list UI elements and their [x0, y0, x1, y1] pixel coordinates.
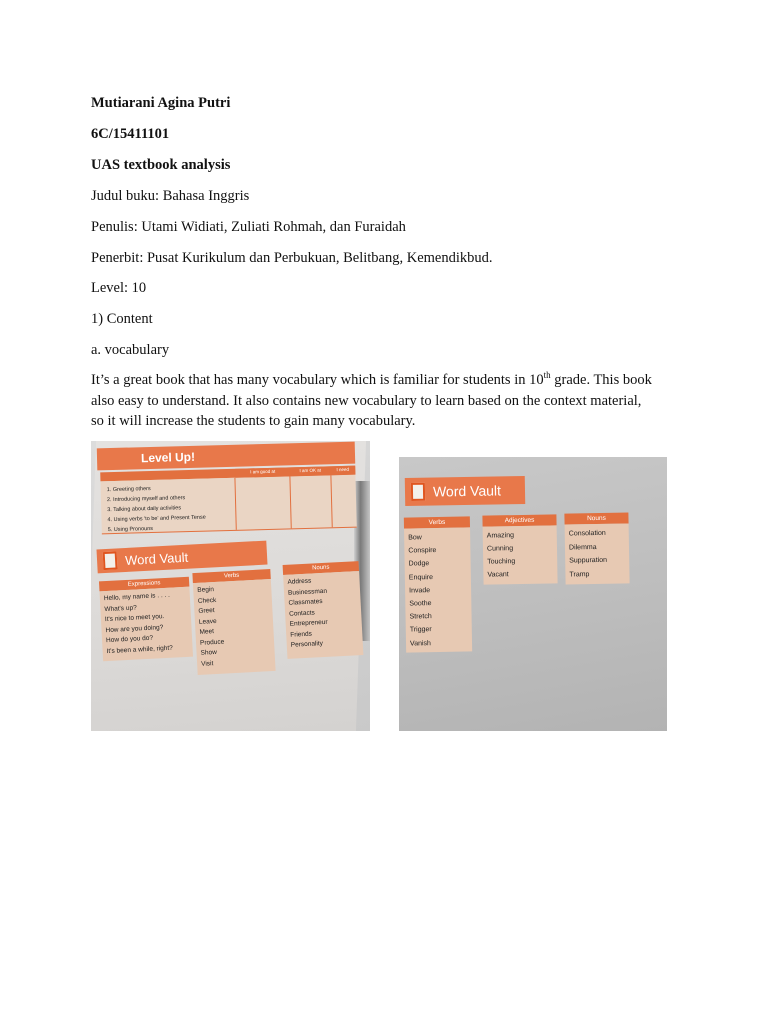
- expression-item: Hello, my name is . . . .: [103, 591, 171, 603]
- verb-item: Trigger: [409, 626, 432, 634]
- nouns-list-1: [283, 571, 363, 659]
- vocabulary-paragraph: [91, 370, 691, 432]
- nouns-table-1: [283, 561, 364, 659]
- level-up-col-need: I need: [330, 466, 355, 476]
- verbs-table-2: [404, 516, 472, 652]
- noun-item: Tramp: [569, 570, 590, 578]
- verb-item: Stretch: [409, 613, 432, 621]
- verb-item: Conspire: [408, 547, 437, 555]
- verb-item: Visit: [200, 659, 214, 668]
- book-title-line: Judul buku: Bahasa Inggris: [91, 188, 250, 204]
- adjectives-table: [482, 514, 557, 584]
- level-up-col-good: I am good at: [235, 467, 290, 477]
- adjective-item: Touching: [487, 558, 516, 566]
- verbs-table-1: [192, 569, 275, 675]
- level-up-items: [100, 478, 236, 534]
- nouns-header-1: Nouns: [283, 561, 359, 575]
- verb-item: Dodge: [408, 560, 430, 568]
- noun-item: Friends: [290, 630, 313, 639]
- noun-item: Entrepreneur: [289, 618, 328, 628]
- expression-item: What's up?: [104, 603, 137, 613]
- noun-item: Classmates: [288, 598, 323, 607]
- level-up-table: [100, 466, 357, 535]
- paragraph-line-1: It’s a great book that has many vocabulary which is familiar for students in 10th grade. This book: [91, 370, 652, 388]
- book-level-line: Level: 10: [91, 280, 147, 296]
- paragraph-line-3: so it will increase the students to gain many vocabulary.: [91, 413, 416, 429]
- word-vault-title-1: Word Vault: [124, 549, 189, 568]
- expression-item: It's been a while, right?: [106, 644, 173, 655]
- verb-item: Invade: [409, 586, 431, 595]
- level-up-item: 1. Greeting others: [106, 486, 151, 494]
- adjective-item: Cunning: [486, 545, 514, 553]
- level-up-item: 2. Introducing myself and others: [106, 495, 186, 504]
- author-name: Mutiarani Agina Putri: [91, 95, 231, 111]
- expressions-header: Expressions: [99, 577, 189, 592]
- student-id: 6C/15411101: [91, 126, 170, 142]
- verb-item: Check: [197, 596, 217, 605]
- noun-item: Businessman: [287, 587, 328, 597]
- verb-item: Greet: [198, 607, 215, 615]
- adjective-item: Vacant: [487, 571, 509, 579]
- adjectives-list: [483, 525, 558, 584]
- expression-item: How are you doing?: [105, 623, 164, 634]
- section-content-heading: 1) Content: [91, 311, 153, 327]
- adjectives-header: Adjectives: [482, 514, 556, 526]
- noun-item: Personality: [290, 640, 324, 649]
- word-vault-title-2: Word Vault: [432, 482, 502, 500]
- expression-item: It's nice to meet you.: [104, 613, 165, 624]
- verb-item: Bow: [408, 534, 422, 542]
- expressions-table: [99, 577, 193, 662]
- section-vocabulary-heading: a. vocabulary: [91, 342, 170, 358]
- verb-item: Meet: [199, 628, 215, 636]
- expression-item: How do you do?: [105, 634, 154, 645]
- noun-item: Contacts: [288, 608, 315, 618]
- verbs-list-1: [193, 579, 276, 675]
- level-up-item: 3. Talking about daily activities: [107, 505, 182, 514]
- level-up-item: 5. Using Pronouns: [107, 525, 154, 534]
- nouns-table-2: [564, 512, 629, 584]
- verb-item: Soothe: [409, 600, 432, 608]
- level-up-col-ok: I am OK at: [290, 466, 330, 476]
- noun-item: Consolation: [568, 529, 606, 538]
- verb-item: Leave: [198, 617, 217, 626]
- expressions-list: [99, 587, 193, 662]
- word-vault-banner-2: [405, 476, 525, 506]
- verb-item: Begin: [197, 586, 215, 594]
- textbook-photo-1: [91, 441, 370, 731]
- level-up-item: 4. Using verbs 'to be' and Present Tense: [107, 514, 206, 524]
- document-title: UAS textbook analysis: [91, 157, 231, 173]
- verb-item: Enquire: [408, 573, 434, 582]
- book-publisher-line: Penerbit: Pusat Kurikulum dan Perbukuan, Belitbang, Kemendikbud.: [91, 250, 493, 266]
- paragraph-line-2: also easy to understand. It also contains new vocabulary to learn based on the context material,: [91, 392, 642, 409]
- word-vault-square-icon: [411, 483, 425, 501]
- noun-item: Dilemma: [568, 543, 597, 551]
- nouns-header-2: Nouns: [564, 512, 628, 524]
- nouns-list-2: [565, 523, 630, 584]
- verb-item: Show: [200, 648, 218, 657]
- verbs-header-2: Verbs: [404, 516, 470, 528]
- noun-item: Address: [287, 577, 312, 586]
- verbs-list-2: [404, 527, 472, 652]
- adjective-item: Amazing: [486, 532, 515, 540]
- verbs-header-1: Verbs: [192, 569, 270, 583]
- verb-item: Vanish: [409, 639, 431, 648]
- book-author-line: Penulis: Utami Widiati, Zuliati Rohmah, dan Furaidah: [91, 219, 406, 235]
- textbook-photo-2: [399, 457, 667, 731]
- level-up-title: Level Up!: [140, 449, 196, 466]
- verb-item: Produce: [199, 638, 225, 647]
- word-vault-square-icon: [103, 551, 118, 570]
- noun-item: Suppuration: [569, 556, 608, 565]
